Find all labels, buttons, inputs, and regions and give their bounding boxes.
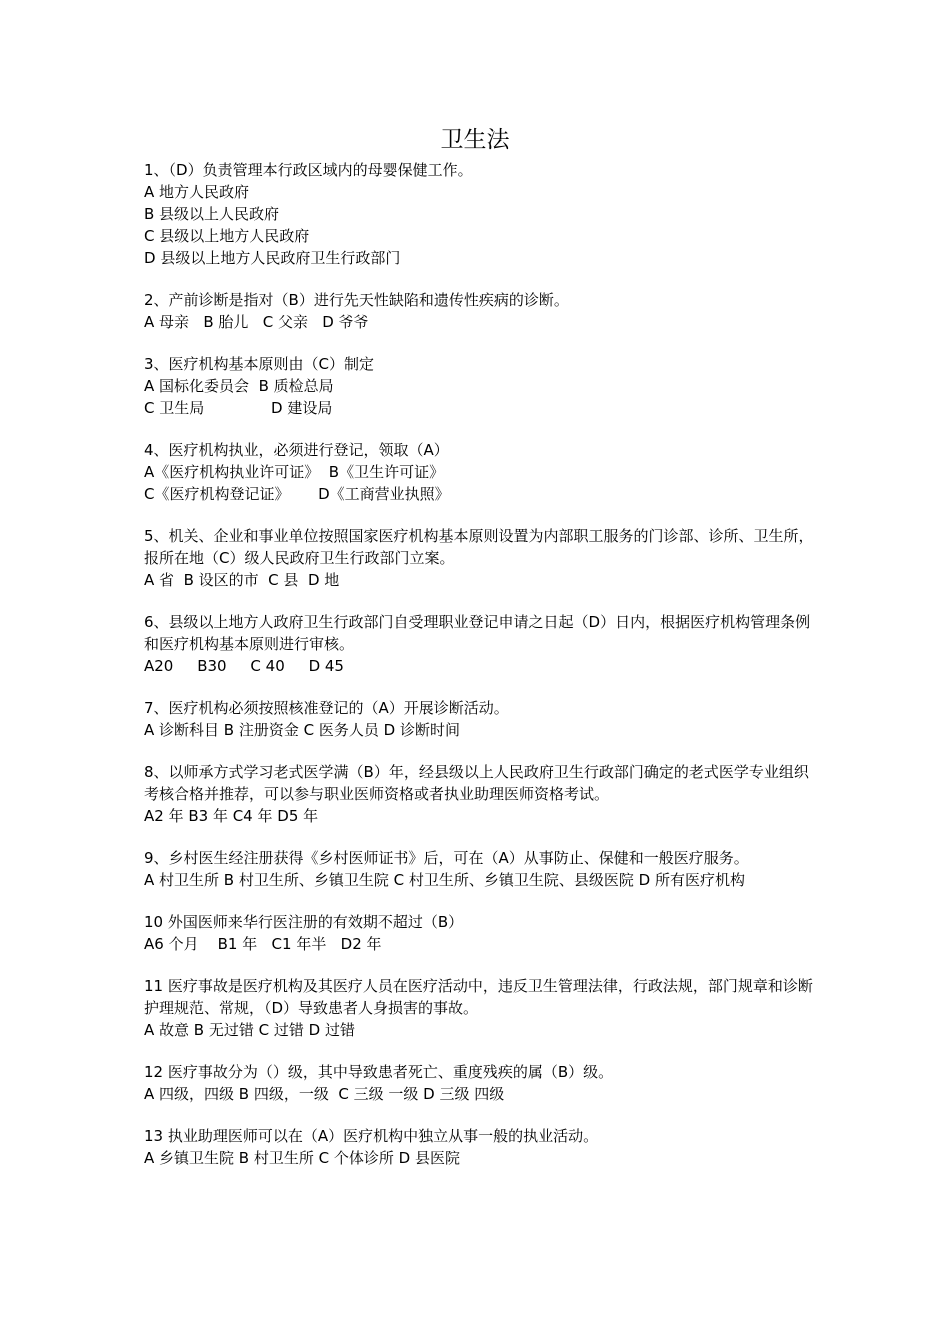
question-option: A 省 B 设区的市 C 县 D 地 [144, 571, 340, 589]
question-4 [144, 439, 816, 505]
question-9 [144, 847, 816, 891]
question-stem: 13 执业助理医师可以在（A）医疗机构中独立从事一般的执业活动。 [144, 1127, 599, 1145]
question-1 [144, 159, 816, 269]
question-option: B 县级以上人民政府 [144, 205, 280, 223]
question-stem: 9、乡村医生经注册获得《乡村医师证书》后，可在（A）从事防止、保健和一般医疗服务。 [144, 849, 749, 867]
document-title: 卫生法 [440, 127, 510, 153]
question-option: A 村卫生所 B 村卫生所、乡镇卫生院 C 村卫生所、乡镇卫生院、县级医院 D 所有医疗机构 [144, 871, 745, 889]
question-option: C《医疗机构登记证》 D《工商营业执照》 [144, 485, 450, 503]
question-12 [144, 1061, 816, 1105]
question-option: A 四级，四级 B 四级，一级 C 三级 一级 D 三级 四级 [144, 1085, 505, 1103]
question-option: A 乡镇卫生院 B 村卫生所 C 个体诊所 D 县医院 [144, 1149, 460, 1167]
question-option: A《医疗机构执业许可证》 B《卫生许可证》 [144, 463, 445, 481]
question-option: A 故意 B 无过错 C 过错 D 过错 [144, 1021, 355, 1039]
question-stem: 5、机关、企业和事业单位按照国家医疗机构基本原则设置为内部职工服务的门诊部、诊所、卫生所，报所在地（C）级人民政府卫生行政部门立案。 [144, 527, 814, 567]
question-stem: 4、医疗机构执业，必须进行登记，领取（A） [144, 441, 449, 459]
question-option: D 县级以上地方人民政府卫生行政部门 [144, 249, 401, 267]
question-stem: 3、医疗机构基本原则由（C）制定 [144, 355, 375, 373]
question-13 [144, 1125, 816, 1169]
question-list [144, 159, 816, 1189]
question-option: C 卫生局 D 建设局 [144, 399, 333, 417]
question-option: A6 个月 B1 年 C1 年半 D2 年 [144, 935, 382, 953]
question-stem: 6、县级以上地方人政府卫生行政部门自受理职业登记申请之日起（D）日内，根据医疗机构管理条例和医疗机构基本原则进行审核。 [144, 613, 811, 653]
question-option: A 母亲 B 胎儿 C 父亲 D 爷爷 [144, 313, 369, 331]
question-option: A 地方人民政府 [144, 183, 250, 201]
question-7 [144, 697, 816, 741]
question-option: A2 年 B3 年 C4 年 D5 年 [144, 807, 319, 825]
question-10 [144, 911, 816, 955]
question-option: A 国标化委员会 B 质检总局 [144, 377, 334, 395]
question-stem: 8、以师承方式学习老式医学满（B）年，经县级以上人民政府卫生行政部门确定的老式医学专业组织考核合格并推荐，可以参与职业医师资格或者执业助理医师资格考试。 [144, 763, 809, 803]
question-option: C 县级以上地方人民政府 [144, 227, 310, 245]
question-6 [144, 611, 816, 677]
question-8 [144, 761, 816, 827]
question-stem: 10 外国医师来华行医注册的有效期不超过（B） [144, 913, 464, 931]
question-3 [144, 353, 816, 419]
question-option: A20 B30 C 40 D 45 [144, 657, 344, 675]
question-2 [144, 289, 816, 333]
question-stem: 12 医疗事故分为（）级，其中导致患者死亡、重度残疾的属（B）级。 [144, 1063, 614, 1081]
question-5 [144, 525, 816, 591]
question-stem: 11 医疗事故是医疗机构及其医疗人员在医疗活动中，违反卫生管理法律，行政法规，部门规章和诊断护理规范、常规，（D）导致患者人身损害的事故。 [144, 977, 813, 1017]
question-stem: 7、医疗机构必须按照核准登记的（A）开展诊断活动。 [144, 699, 509, 717]
question-option: A 诊断科目 B 注册资金 C 医务人员 D 诊断时间 [144, 721, 460, 739]
question-stem: 2、产前诊断是指对（B）进行先天性缺陷和遗传性疾病的诊断。 [144, 291, 569, 309]
question-11 [144, 975, 816, 1041]
question-stem: 1、（D）负责管理本行政区域内的母婴保健工作。 [144, 161, 473, 179]
